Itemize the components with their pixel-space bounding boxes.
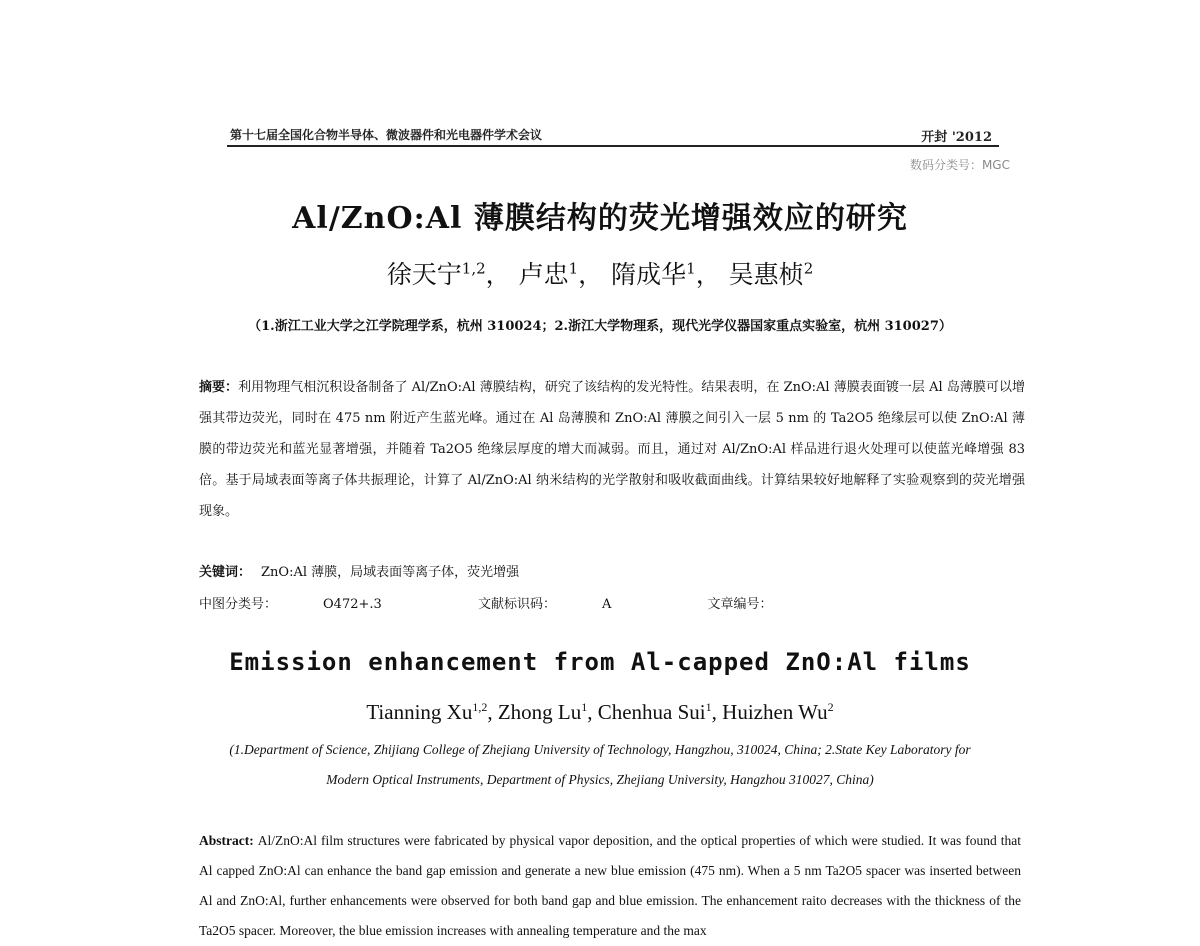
title-cn: Al/ZnO:Al 薄膜结构的荧光增强效应的研究 xyxy=(292,201,908,236)
doc-code-field xyxy=(478,597,657,612)
affiliation-en xyxy=(150,735,1050,795)
location-year: 开封 '2012 xyxy=(921,130,992,145)
authors-cn xyxy=(0,255,1200,291)
abstract-en-text: Al/ZnO:Al film structures were fabricated by physical vapor deposition, and the optical properties of which were studied. It was found that Al capped ZnO:Al can enhance the band gap emission and generate a new blue emission (475 nm). When a 5 nm Ta2O5 spacer was inserted between Al and ZnO:Al, further enhancements were observed for both band gap and blue emission. The enhancement raito decreases with the thickness of the Ta2O5 spacer. Moreover, the blue emission increases with annealing temperature and the max xyxy=(199,833,1021,938)
clc-field xyxy=(199,597,428,612)
keywords-cn-label: 关键词： xyxy=(199,565,252,580)
classification-cn xyxy=(199,593,1025,612)
authors-en xyxy=(0,700,1200,725)
author-en-3-sup: 1 xyxy=(705,700,712,714)
author-en-2-sup: 1 xyxy=(581,700,588,714)
class-code: 数码分类号：MGC xyxy=(909,158,1010,172)
author-separator: , xyxy=(711,700,723,724)
affiliation-cn: （1.浙江工业大学之江学院理学系，杭州 310024；2.浙江大学物理系，现代光学仪器国家重点实验室，杭州 310027） xyxy=(248,319,952,334)
affiliation-en-line-1: (1.Department of Science, Zhijiang College of Zhejiang University of Technology, Hangzhou, 310024, China; 2.State Key Laboratory for xyxy=(229,742,971,757)
author-en-1: Tianning Xu xyxy=(366,700,473,724)
author-separator: , xyxy=(587,700,598,724)
author-cn-4: 吴惠桢 xyxy=(728,260,804,289)
abstract-cn-text: 利用物理气相沉积设备制备了 Al/ZnO:Al 薄膜结构，研究了该结构的发光特性。结果表明，在 ZnO:Al 薄膜表面镀一层 Al 岛薄膜可以增强其带边荧光，同时在 475 nm 附近产生蓝光峰。通过在 Al 岛薄膜和 ZnO:Al 薄膜之间引入一层 5 nm 的 Ta2O5 绝缘层可以使 ZnO:Al 薄膜的带边荧光和蓝光显著增强，并随着 Ta2O5 绝缘层厚度的增大而减弱。而且，通过对 Al/ZnO:Al 样品进行退火处理可以使蓝光峰增强 83 倍。基于局域表面等离子体共振理论，计算了 Al/ZnO:Al 纳米结构的光学散射和吸收截面曲线。计算结果较好地解释了实验观察到的荧光增强现象。 xyxy=(199,380,1025,519)
article-no-label: 文章编号： xyxy=(707,597,773,612)
author-cn-1: 徐天宁 xyxy=(386,260,462,289)
abstract-en-label: Abstract: xyxy=(199,833,254,848)
author-separator: , xyxy=(487,700,498,724)
author-separator: ， xyxy=(485,260,511,289)
clc-label: 中图分类号： xyxy=(199,597,278,612)
author-separator: ， xyxy=(578,260,604,289)
title-en: Emission enhancement from Al-capped ZnO:Al films xyxy=(229,648,971,676)
author-en-3: Chenhua Sui xyxy=(597,700,706,724)
author-cn-4-sup: 2 xyxy=(803,259,814,278)
author-cn-3: 隋成华 xyxy=(611,260,687,289)
keywords-cn-text: ZnO:Al 薄膜，局域表面等离子体，荧光增强 xyxy=(261,565,520,580)
author-cn-1-sup: 1,2 xyxy=(461,259,486,278)
article-no-field xyxy=(707,597,818,612)
header-rule xyxy=(227,145,999,147)
affiliation-en-line-2: Modern Optical Instruments, Department of Physics, Zhejiang University, Hangzhou 310027, China) xyxy=(326,772,874,787)
running-header xyxy=(230,124,996,144)
doc-code-label: 文献标识码： xyxy=(477,597,556,612)
author-cn-2: 卢忠 xyxy=(518,260,569,289)
author-en-1-sup: 1,2 xyxy=(472,700,488,714)
author-en-2: Zhong Lu xyxy=(497,700,582,724)
conference-name: 第十七届全国化合物半导体、微波器件和光电器件学术会议 xyxy=(230,128,543,142)
author-en-4: Huizhen Wu xyxy=(722,700,828,724)
author-separator: ， xyxy=(695,260,721,289)
doc-code-value: A xyxy=(601,597,612,612)
author-en-4-sup: 2 xyxy=(827,700,834,714)
abstract-cn-label: 摘要： xyxy=(199,380,239,395)
author-cn-3-sup: 1 xyxy=(686,259,696,278)
keywords-cn xyxy=(199,561,1025,580)
author-cn-2-sup: 1 xyxy=(568,259,579,278)
abstract-cn xyxy=(199,372,1025,527)
clc-value: O472+.3 xyxy=(323,597,382,612)
abstract-en xyxy=(199,826,1021,946)
